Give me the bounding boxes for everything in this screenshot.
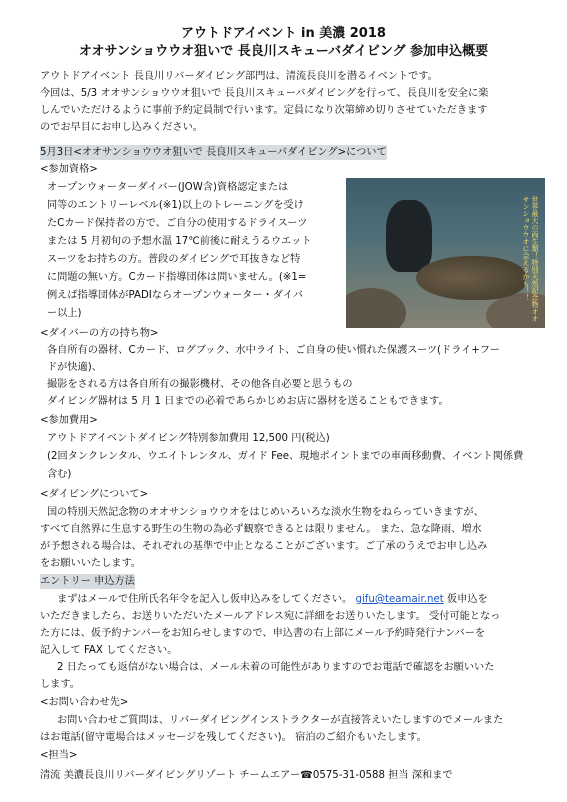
qualification-line: または 5 月初旬の予想水温 17℃前後に耐えうるウエット [47,236,312,247]
title-line-1: アウトドアイベント in 美濃 2018 [181,26,386,41]
qualification-heading: <参加資格> [40,164,98,175]
qualification-line: に問題の無い方。Cカード指導団体は問いません。(※1= [47,272,307,283]
entry-line: 記入して FAX してください。 [40,645,178,656]
intro-line: 今回は、5/3 オオサンショウウオ狙いで 長良川スキューバダイビングを行って、長良川を安全に楽 [40,88,489,99]
qualification-line: スーツをお持ちの方。普段のダイビングで耳抜きなど特 [47,254,301,265]
fee-heading: <参加費用> [40,415,98,426]
section-heading: 5月3日<オオサンショウウオ狙いで 長良川スキューバダイビング>について [40,147,387,158]
diving-line: 国の特別天然記念物のオオサンショウウオをはじめいろいろな淡水生物をねらっていきますが、 [47,507,484,518]
entry-line: いただきましたら、お送りいただいたメールアドレス宛に詳細をお送りいたします。 受付可能となっ [40,611,501,622]
salamander-photo [346,178,545,328]
entry-line: します。 [40,679,80,690]
items-line: 各自所有の器材、Cカード、ログブック、水中ライト、ご自身の使い慣れた保護スーツ(ドライ+フー [47,345,500,356]
items-heading: <ダイバーの方の持ち物> [40,328,159,339]
fee-line: アウトドアイベントダイビング特別参加費用 12,500 円(税込) [47,433,330,444]
entry-text: まずはメールで住所氏名年令を記入し仮申込みをしてください。 [57,594,353,605]
qualification-line: ー以上) [47,308,82,319]
diving-line: すべて自然界に生息する野生の生物の為必ず観察できるとは限りません。 また、急な降雨、増水 [40,524,482,535]
intro-line: のでお早目にお申し込みください。 [40,122,203,133]
items-line: ダイビング器材は 5 月 1 日までの必着であらかじめお店に器材を送ることもできます。 [47,396,449,407]
fee-line: 含む) [47,469,72,480]
intro-line: しんでいただけるように事前予約定員制で行います。定員になり次第締め切りさせていただきます [40,105,488,116]
items-line: ドが快適)、 [47,362,102,373]
qualification-line: たCカード保持者の方で、ご自分の使用するドライスーツ [47,218,308,229]
qualification-line: 同等のエントリーレベル(※1)以上のトレーニングを受け [47,200,304,211]
person-line: 清流 美濃長良川リバーダイビングリゾート チームエアー☎0575-31-0588 担当 深和まで [40,770,453,781]
diving-heading: <ダイビングについて> [40,489,149,500]
fee-line: (2回タンクレンタル、ウエイトレンタル、ガイド Fee、現地ポイントまでの車両移動費、イベント関係費 [47,451,524,462]
qualification-line: オープンウォーターダイバー(JOW含)資格認定または [47,182,289,193]
qualification-line: 例えば指導団体がPADIならオープンウォーター・ダイバ [47,290,303,301]
items-line: 撮影をされる方は各自所有の撮影機材、その他各自必要と思うもの [47,379,353,390]
diving-line: が予想される場合は、それぞれの基準で中止となることがございます。ご了承のうえでお申し込み [40,541,488,552]
salamander-figure [416,256,526,300]
diver-figure [386,200,432,272]
entry-text: 仮申込を [446,594,488,605]
entry-line [57,592,488,607]
contact-line: お問い合わせご質問は、リバーダイビングインストラクターが直接答えいたしますのでメールまた [57,715,504,726]
entry-line: た方には、仮予約ナンバーをお知らせしますので、申込書の右上部にメール予約時発行ナンバーを [40,628,486,639]
entry-line: 2 日たっても返信がない場合は、メール未着の可能性がありますのでお電話で確認をお願いいた [57,662,495,673]
diving-line: をお願いいたします。 [40,558,142,569]
email-link[interactable]: gifu@teamair.net [355,594,444,605]
contact-heading: <お問い合わせ先> [40,697,129,708]
title-line-2: オオサンショウウオ狙いで 長良川スキューバダイビング 参加申込概要 [78,44,489,59]
person-heading: <担当> [40,750,78,761]
entry-heading: エントリー 申込方法 [40,576,135,587]
contact-line: はお電話(留守電場合はメッセージを残してください)。 宿泊のご紹介もいたします。 [40,732,427,743]
intro-line: アウトドアイベント 長良川リバーダイビング部門は、清流長良川を潜るイベントです。 [40,71,438,82]
photo-caption: 世界最大の両生類！特別天然記念物オオサンショウウオに会えるかも！！ [522,196,539,322]
